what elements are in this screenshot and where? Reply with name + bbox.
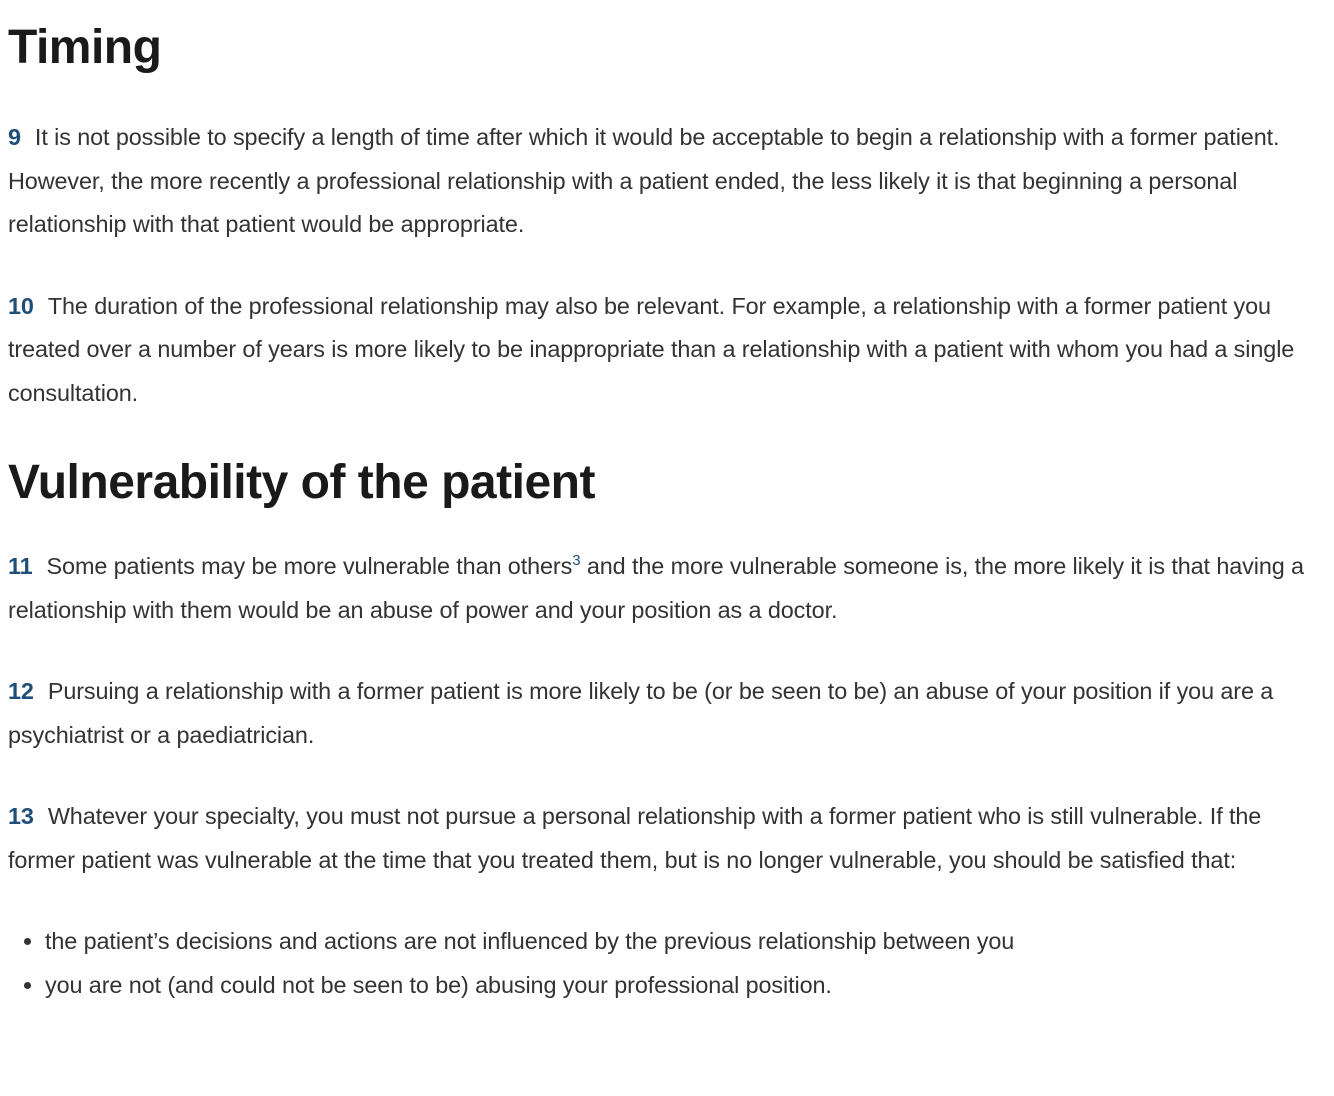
list-item: • the patient’s decisions and actions are not influenced by the previous relationship between you: [45, 920, 1324, 964]
paragraph-number: 10: [8, 292, 34, 319]
section-heading-vulnerability: Vulnerability of the patient: [8, 456, 595, 509]
paragraph-number: 11: [8, 553, 33, 579]
paragraph-number: 9: [8, 124, 21, 150]
section-heading-timing: Timing: [8, 21, 162, 74]
paragraph-text: Whatever your specialty, you must not pursue a personal relationship with a former patient who is still vulnerable. If the former patient was vulnerable at the time that you treated them, but is no longer vulnerable, you should be satisfied that:: [8, 803, 1262, 873]
document-content: [8, 0, 1324, 1007]
paragraph-number: 13: [8, 803, 34, 829]
paragraph-text: Some patients may be more vulnerable than others: [46, 553, 573, 579]
paragraph-text: Pursuing a relationship with a former patient is more likely to be (or be seen to be) an abuse of your position if you are a psychiatrist or a paediatrician.: [8, 678, 1274, 748]
condition-list: [8, 920, 1324, 1007]
paragraph-text: It is not possible to specify a length of time after which it would be acceptable to begin a relationship with a former patient. However, the more recently a professional relationship with a patient ended, the less likely it is that beginning a personal relationship with that patient would be appropriate.: [8, 124, 1280, 237]
paragraph-9: [8, 116, 1324, 247]
list-item: • you are not (and could not be seen to be) abusing your professional position.: [45, 964, 1324, 1008]
paragraph-13: [8, 795, 1324, 882]
paragraph-text-continued: and the more vulnerable someone is, the more likely it is that having a relationship with them would be an abuse of power and your position as a doctor.: [8, 553, 1304, 623]
footnote-link[interactable]: 3: [572, 552, 581, 570]
paragraph-10: [8, 285, 1324, 416]
paragraph-text: The duration of the professional relationship may also be relevant. For example, a relationship with a former patient you treated over a number of years is more likely to be inappropriate than a relationship with a patient with whom you had a single consultation.: [8, 292, 1295, 406]
paragraph-11: [8, 545, 1324, 632]
paragraph-number: 12: [8, 678, 34, 704]
paragraph-12: [8, 670, 1324, 757]
